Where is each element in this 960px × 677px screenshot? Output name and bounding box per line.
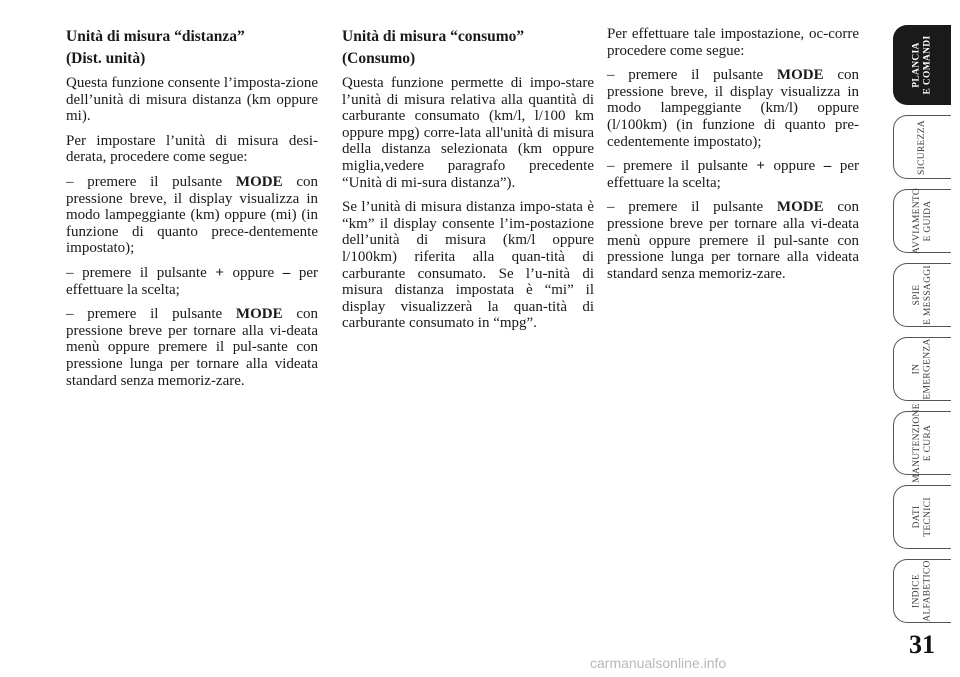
tab-spie-e-messaggi[interactable]: SPIE E MESSAGGI (893, 263, 951, 327)
tab-manutenzione-e-cura[interactable]: MANUTENZIONE E CURA (893, 411, 951, 475)
tab-plancia-e-comandi[interactable]: PLANCIA E COMANDI (893, 25, 951, 105)
paragraph: Per impostare l’unità di misura desi-derata, procedere come segue: (66, 132, 318, 166)
step-item: – premere il pulsante + oppure – per effettuare la scelta; (607, 158, 859, 191)
tab-in-emergenza[interactable]: IN EMERGENZA (893, 337, 951, 401)
step-item: – premere il pulsante MODE con pressione breve, il display visualizza in modo lampeggiante (km) oppure (mi) (in funzione di quanto prece-dentemente impostato); (66, 173, 318, 257)
step-item: – premere il pulsante MODE con pressione breve per tornare alla vi-deata menù oppure premere il pul-sante con pressione lunga per tornare alla videata standard senza memoriz-zare. (66, 306, 318, 389)
paragraph: Questa funzione permette di impo-stare l’unità di misura relativa alla quantità di carburante consumato (km/l, l/100 km oppure mpg) corre-lata all'unità di misura della distanza selezionata (km oppure miglia,vedere paragrafo precedente “Unità di mi-sura distanza”). (342, 75, 594, 191)
mode-key: MODE (776, 67, 824, 84)
section-heading: Unità di misura “consumo” (Consumo) (342, 28, 525, 67)
tab-indice-alfabetico[interactable]: INDICE ALFABETICO (893, 559, 951, 623)
tab-dati-tecnici[interactable]: DATI TECNICI (893, 485, 951, 549)
mode-key: MODE (235, 173, 283, 190)
step-item: – premere il pulsante MODE con pressione breve, il display visualizza in modo lampeggiante (km/l) oppure (l/100km) (in funzione di quanto pre-cedentemente impostato); (607, 67, 859, 150)
column-distance-unit (66, 26, 318, 397)
mode-key: MODE (776, 199, 824, 216)
plus-key: + (756, 158, 765, 175)
section-heading: Unità di misura “distanza” (Dist. unità) (66, 28, 245, 67)
plus-key: + (215, 264, 224, 281)
watermark: carmanualsonline.info (590, 655, 727, 671)
column-procedure (607, 26, 859, 290)
tab-avviamento-e-guida[interactable]: AVVIAMENTO E GUIDA (893, 189, 951, 253)
step-item: – premere il pulsante + oppure – per effettuare la scelta; (66, 264, 318, 298)
paragraph: Per effettuare tale impostazione, oc-corre procedere come segue: (607, 26, 859, 59)
section-tabs (893, 25, 951, 633)
column-consumption-unit (342, 26, 594, 340)
minus-key: – (282, 264, 291, 281)
step-item: – premere il pulsante MODE con pressione breve per tornare alla vi-deata menù oppure premere il pul-sante con pressione lunga per tornare alla videata standard senza memoriz-zare. (607, 199, 859, 282)
mode-key: MODE (235, 306, 283, 323)
page-number: 31 (909, 630, 935, 659)
tab-sicurezza[interactable]: SICUREZZA (893, 115, 951, 179)
paragraph: Questa funzione consente l’imposta-zione dell’unità di misura distanza (km oppure mi). (66, 75, 318, 125)
minus-key: – (823, 158, 832, 175)
paragraph: Se l’unità di misura distanza impo-stata è “km” il display consente l’im-postazione dell’unità di misura (km/l oppure l/100km) riferita alla quan-tità di carburante consumato. Se l’u-nità di misura distanza impostata è “mi” il display visualizzerà la quan-tità di carburante consumato in “mpg”. (342, 199, 594, 332)
